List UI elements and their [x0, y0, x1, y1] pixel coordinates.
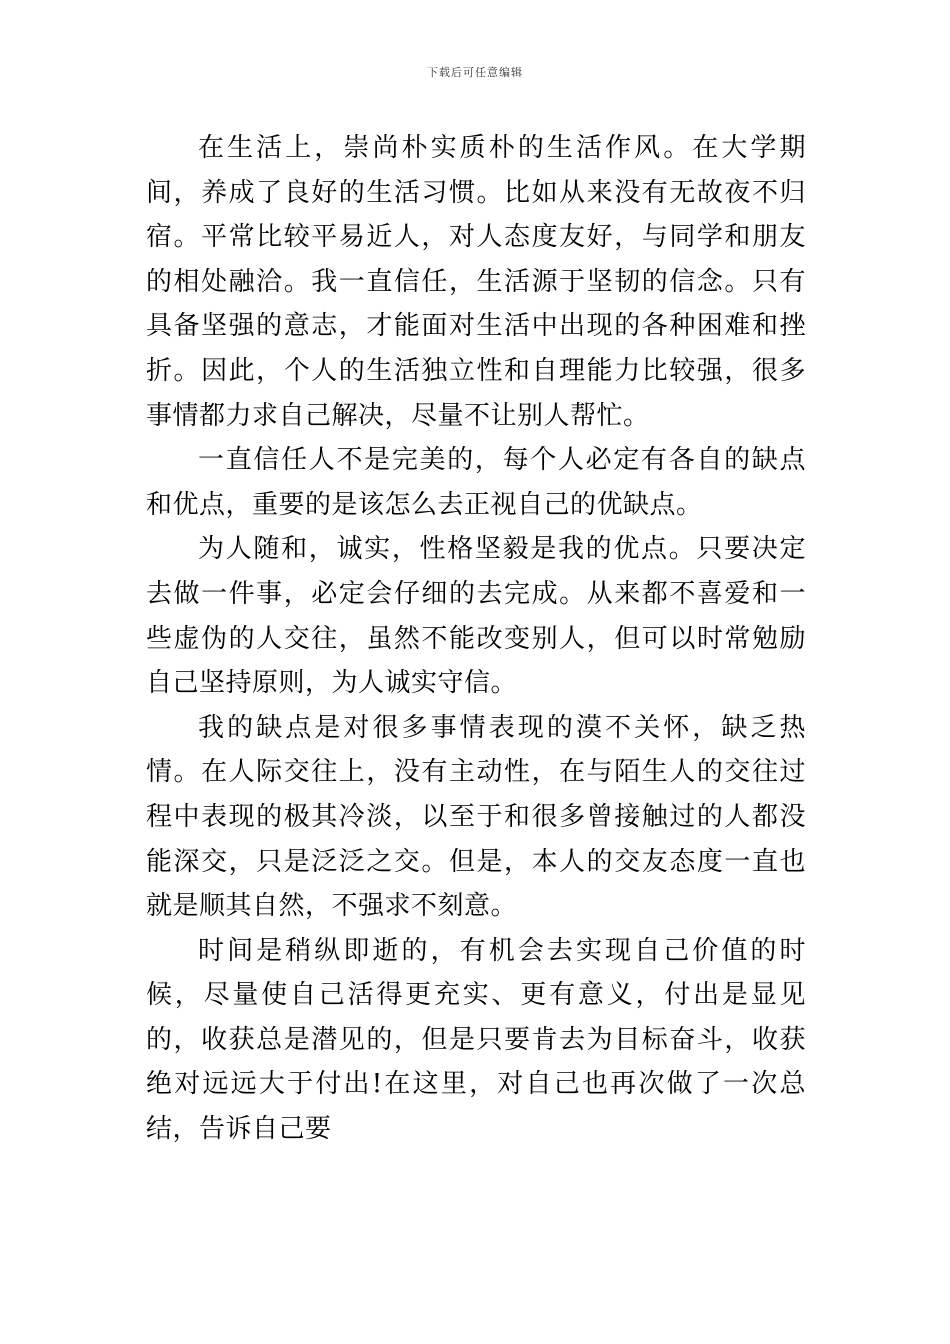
- paragraph-life-style: 在生活上，崇尚朴实质朴的生活作风。在大学期间，养成了良好的生活习惯。比如从来没有无故夜不归宿。平常比较平易近人，对人态度友好，与同学和朋友的相处融洽。我一直信任，生活源于坚韧的信念。只有具备坚强的意志，才能面对生活中出现的各种困难和挫折。因此，个人的生活独立性和自理能力比较强，很多事情都力求自己解决，尽量不让别人帮忙。: [146, 133, 806, 431]
- paragraph-time-value: 时间是稍纵即逝的，有机会去实现自己价值的时候，尽量使自己活得更充实、更有意义，付出是显见的，收获总是潜见的，但是只要肯去为目标奋斗，收获绝对远远大于付出!在这里，对自己也再次做了一次总结，告诉自己要: [146, 935, 806, 1145]
- paragraph-imperfection: 一直信任人不是完美的，每个人必定有各自的缺点和优点，重要的是该怎么去正视自己的优缺点。: [146, 445, 806, 520]
- header-note: 下载后可任意编辑: [427, 66, 523, 79]
- paragraph-strengths: 为人随和，诚实，性格坚毅是我的优点。只要决定去做一件事，必定会仔细的去完成。从来都不喜爱和一些虚伪的人交往，虽然不能改变别人，但可以时常勉励自己坚持原则，为人诚实守信。: [146, 534, 806, 699]
- paragraph-weaknesses: 我的缺点是对很多事情表现的漠不关怀，缺乏热情。在人际交往上，没有主动性，在与陌生人的交往过程中表现的极其冷淡，以至于和很多曾接触过的人都没能深交，只是泛泛之交。但是，本人的交友态度一直也就是顺其自然，不强求不刻意。: [146, 712, 806, 922]
- document-body: [146, 126, 806, 1152]
